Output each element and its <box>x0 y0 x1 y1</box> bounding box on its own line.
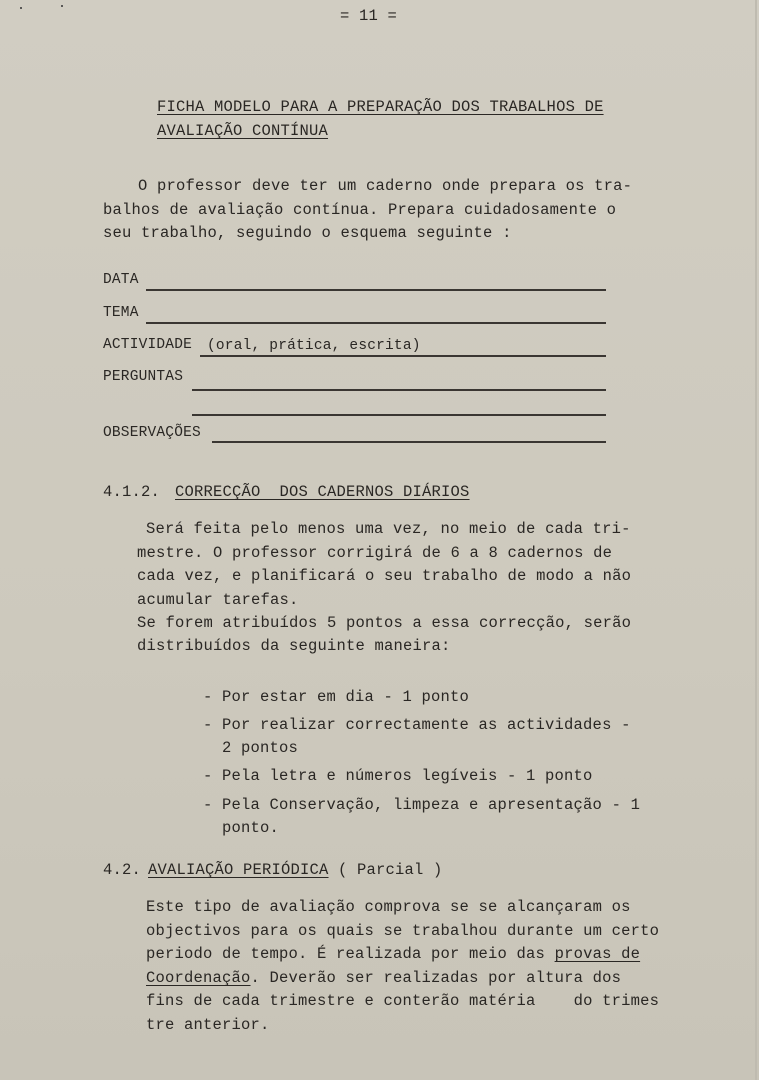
section-412-para-line-2: mestre. O professor corrigirá de 6 a 8 cadernos de <box>137 544 613 562</box>
intro-line-2: balhos de avaliação contínua. Prepara cuidadosamente o <box>103 201 617 219</box>
section-412-para-line-4: acumular tarefas. <box>137 591 299 609</box>
underlined-text: Coordenação <box>146 969 251 987</box>
field-line-perguntas-1 <box>192 389 606 391</box>
section-42-title: AVALIAÇÃO PERIÓDICA <box>148 861 329 879</box>
field-value-actividade: (oral, prática, escrita) <box>207 338 421 354</box>
section-412-para-line-1: Será feita pelo menos uma vez, no meio de cada tri- <box>146 520 631 538</box>
section-42-para-line-5: fins de cada trimestre e conterão matéria do trimes <box>146 992 660 1010</box>
section-42-number: 4.2. <box>103 861 142 879</box>
section-412-title: CORRECÇÃO DOS CADERNOS DIÁRIOS <box>175 483 470 501</box>
field-line-tema <box>146 322 606 324</box>
form-title-line-1: FICHA MODELO PARA A PREPARAÇÃO DOS TRABALHOS DE <box>157 98 604 116</box>
field-line-observacoes <box>212 441 606 443</box>
section-412-para-line-5: Se forem atribuídos 5 pontos a essa correcção, serão <box>137 614 632 632</box>
section-42-para-line-4 <box>146 969 621 987</box>
field-label-actividade: ACTIVIDADE <box>103 337 193 353</box>
section-412-number: 4.1.2. <box>103 483 161 501</box>
section-412-para-line-6: distribuídos da seguinte maneira: <box>137 637 451 655</box>
section-42-para-line-2: objectivos para os quais se trabalhou durante um certo <box>146 922 660 940</box>
section-42-para-line-6: tre anterior. <box>146 1016 270 1034</box>
field-label-data: DATA <box>103 272 139 288</box>
section-42-subtitle: ( Parcial ) <box>328 861 443 879</box>
underlined-text: provas de <box>554 945 641 963</box>
form-title-line-2: AVALIAÇÃO CONTÍNUA <box>157 122 329 140</box>
intro-line-1: O professor deve ter um caderno onde prepara os tra- <box>138 177 633 195</box>
section-42-para-line-3 <box>146 945 640 963</box>
scan-speck <box>61 5 63 7</box>
page-number: = 11 = <box>340 7 398 25</box>
list-item-3: - Pela letra e números legíveis - 1 ponto <box>203 767 593 785</box>
field-label-perguntas: PERGUNTAS <box>103 369 184 385</box>
field-label-tema: TEMA <box>103 305 139 321</box>
list-item-2-cont: 2 pontos <box>203 739 299 757</box>
list-item-1: - Por estar em dia - 1 ponto <box>203 688 470 706</box>
list-item-4-cont: ponto. <box>203 819 280 837</box>
list-item-4: - Pela Conservação, limpeza e apresentação - 1 <box>203 796 641 814</box>
field-line-perguntas-2 <box>192 414 606 416</box>
field-line-actividade <box>200 355 606 357</box>
list-item-2: - Por realizar correctamente as actividades - <box>203 716 631 734</box>
field-line-data <box>146 289 606 291</box>
section-42-para-line-1: Este tipo de avaliação comprova se se alcançaram os <box>146 898 631 916</box>
text-run: . Deverão ser realizadas por altura dos <box>250 969 622 987</box>
text-run: periodo de tempo. É realizada por meio das <box>146 945 555 963</box>
field-label-observacoes: OBSERVAÇÕES <box>103 425 201 441</box>
intro-line-3: seu trabalho, seguindo o esquema seguinte : <box>103 224 512 242</box>
scan-speck <box>20 7 22 9</box>
page-edge <box>755 0 757 1080</box>
section-42-heading <box>148 861 443 879</box>
section-412-para-line-3: cada vez, e planificará o seu trabalho de modo a não <box>137 567 632 585</box>
